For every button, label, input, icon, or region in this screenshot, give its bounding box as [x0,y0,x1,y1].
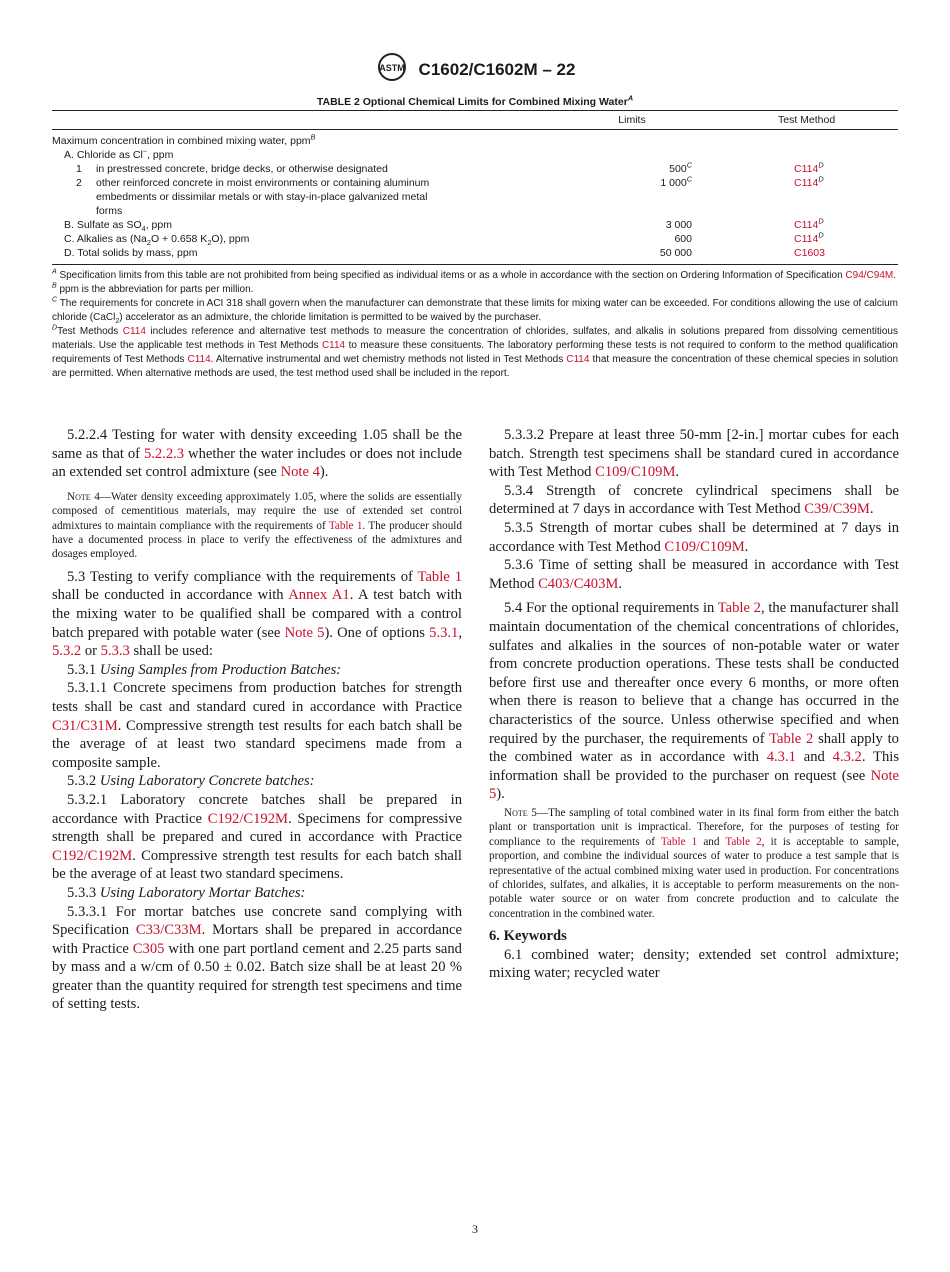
footnote-text: . Alternative instrumental and wet chemistry methods not listed in Test Methods [210,354,567,365]
table-row [52,176,898,218]
practice-link[interactable]: C31/C31M [52,717,118,734]
table-link[interactable]: Table 2 [717,600,761,617]
table-row [52,162,898,176]
footnote-mark: B [310,132,316,142]
section-link[interactable]: 4.3.2 [832,749,862,766]
row-desc: O), ppm [211,233,250,245]
footnote-mark: D [52,324,58,332]
practice-link[interactable]: C305 [132,940,165,957]
chemical-limits-table [52,110,898,381]
practice-link[interactable]: C192/C192M [207,810,288,827]
row-chloride-suffix: , ppm [147,149,174,161]
row-desc: in prestressed concrete, bridge decks, or otherwise designated [96,163,388,175]
subscript: 2 [207,238,212,248]
reference-link[interactable]: C94/C94M [845,270,894,281]
row-number: 1 [76,163,82,175]
reference-link[interactable]: C114 [321,340,346,351]
footnote-text: ppm is the abbreviation for parts per million. [56,284,254,295]
table-link[interactable]: Table 1 [417,568,462,585]
test-method-link[interactable]: C114 [794,163,819,175]
table-row [52,134,898,148]
table-row: A. Chloride as Cl−, ppm [64,146,174,161]
footnote-text: ) accelerator as an admixture, the chloride limitation is permitted to be waived by the purchaser. [119,312,542,323]
row-limit: 3 000 [665,219,692,231]
section-link[interactable]: 5.3.1 [429,624,459,641]
row-limit: 500 [669,163,687,175]
reference-link[interactable]: C114 [566,354,590,365]
table-row [52,232,898,246]
footnote-mark: D [818,174,824,184]
paragraph-5-3-3-2: 5.3.3.2 Prepare at least three 50-mm [2-in.] mortar cubes for each batch. Strength test specimens shall be standard cured in accordance with Test Method C109/C109M. [489,427,899,481]
paragraph-5-4: 5.4 For the optional requirements in Table 2, the manufacturer shall maintain documentation of the chemical concentrations of chlorides, sulfates and alkalies in the sources of non-potable water or water from concrete production operations. These tests shall be conducted before first use and thereafter once every 6 months, or more often when there is reason to believe that a change has occurred in the characteristics of the source. Unless otherwise specified and when required by the purchaser, the requirements of Table 2 shall apply to the combined water as in accordance with 4.3.1 and 4.3.2. This information shall be provided to the purchaser on request (see Note 5). [489,600,899,803]
table-footnotes [52,269,898,381]
table-title-footnote-mark: A [627,93,634,103]
row-desc: O + 0.658 K [150,233,208,245]
annex-link[interactable]: Annex A1 [288,587,350,604]
document-designation: C1602/C1602M – 22 [418,59,576,79]
reference-link[interactable]: C114 [122,326,146,337]
footnote-text: Specification limits from this table are not prohibited from being specified as individual items or as a whole in accordance with the section on Ordering Information of Specification [56,270,846,281]
paragraph-5-3-6: 5.3.6 Time of setting shall be measured in accordance with Test Method C403/C403M. [489,557,899,592]
heading-5-3-1: 5.3.1 Using Samples from Production Batches: [67,661,342,678]
footnote-mark: C [52,296,58,304]
footnote-a [52,269,898,283]
footnote-mark: D [818,160,824,170]
footnote-d [52,325,898,381]
paragraph-5-3-3-1: 5.3.3.1 For mortar batches use concrete sand complying with Specification C33/C33M. Mortars shall be prepared in accordance with Practice C305 with one part portland cement and 2.25 parts sand by mass and a w/cm of 0.50 ± 0.02. Batch size shall be at least 20 % greater than the quantity required for strength test specimens and time of setting tests. [52,903,462,1013]
table-link[interactable]: Table 2 [725,835,762,848]
footnote-text: The requirements for concrete in ACI 318 shall govern when the manufacturer can demonstrate that these limits for mixing water can be exceeded. For conditions allowing the use of calcium chloride (CaCl [52,298,898,323]
paragraph-6-1: 6.1 combined water; density; extended set control admixture; mixing water; recycled water [489,946,899,982]
col-header-test-method: Test Method [778,114,836,126]
section-link[interactable]: 5.2.2.3 [143,445,185,462]
astm-logo-icon [375,52,409,87]
keywords-heading: 6. Keywords [489,928,567,945]
row-desc: B. Sulfate as SO [64,219,142,231]
paragraph-5-3-2-1: 5.3.2.1 Laboratory concrete batches shall be prepared in accordance with Practice C192/C192M. Specimens for compressive strength shall be prepared and cured in accordance with Practice C192/C192M. Compressive strength test results for each batch shall be the average of at least two standard specimens. [52,791,462,883]
heading-5-3-3: 5.3.3 Using Laboratory Mortar Batches: [67,884,306,901]
left-column [52,426,462,1014]
table-title-text: TABLE 2 Optional Chemical Limits for Combined Mixing Water [316,96,628,108]
note-link[interactable]: Note 4 [280,464,320,481]
subscript: 2 [115,318,120,325]
table-link[interactable]: Table 2 [769,730,814,747]
row-desc-line: forms [96,205,123,217]
row-desc: D. Total solids by mass, ppm [64,247,198,259]
row-chloride-desc: A. Chloride as Cl [64,149,143,161]
footnote-text: that measure the concentration of these chemical species in solution are permitted. When alternative methods are used, the test method used shall be included in the report. [52,354,899,379]
col-header-limits: Limits [618,114,646,126]
test-method-link[interactable]: C109/C109M [595,464,676,481]
footnote-mark: D [818,216,824,226]
footnote-mark: A [52,268,57,276]
table-link[interactable]: Table 1 [328,519,363,532]
section-link[interactable]: 4.3.1 [766,749,796,766]
note-5: Note 5—The sampling of total combined water in its final form from either the batch plant or transportation unit is impractical. Therefore, for the purposes of testing for compliance to the requirements of Table 1 and Table 2, it is acceptable to sample, proportion, and combine the individual sources of water to produce a test sample that is representative of the actual combined mixing water used in production. For concentrations of chlorides, sulfates, and alkalies, it is acceptable to perform measurements on the non-potable water source or on water from concrete production and to calculate the concentration in the combined water. [489,806,900,920]
test-method-link[interactable]: C39/C39M [804,501,870,518]
page-header [0,52,950,87]
footnote-text: Test Methods [57,326,123,337]
subscript: 4 [141,224,146,234]
footnote-mark: D [818,230,824,240]
table-row [52,246,898,260]
paragraph-5-3: 5.3 Testing to verify compliance with the requirements of Table 1 shall be conducted in accordance with Annex A1. A test batch with the mixing water to be qualified shall be compared with a control batch prepared with potable water (see Note 5). One of options 5.3.1, 5.3.2 or 5.3.3 shall be used: [52,568,462,660]
note-4: Note 4—Water density exceeding approximately 1.05, where the solids are essentially composed of cementitious materials, may require the use of extended set control admixtures to maintain compliance with the requirements of Table 1. The producer should have a documented process in place to verify the effectiveness of the admixtures and dosages employed. [52,490,462,561]
practice-link[interactable]: C192/C192M [52,847,133,864]
row-desc: C. Alkalies as (Na [64,233,147,245]
astm-logo-text: ASTM [378,63,405,73]
row-desc-line: other reinforced concrete in moist environments or containing aluminum [96,177,430,189]
test-method-link[interactable]: C109/C109M [664,538,745,555]
row-limit: 50 000 [659,247,692,259]
table-header-row [52,111,898,129]
footnote-c [52,297,898,325]
row-desc-line: embedments or dissimilar metals or with stay-in-place galvanized metal [96,191,428,203]
footnote-mark: C [686,160,692,170]
row-limit: 600 [674,233,692,245]
heading-5-3-2: 5.3.2 Using Laboratory Concrete batches: [67,773,315,790]
footnote-mark: C [686,174,692,184]
section-link[interactable]: 5.3.3 [100,643,130,660]
note-link[interactable]: Note 5 [489,767,899,803]
reference-link[interactable]: C114 [187,354,211,365]
footnote-text: to measure these consituents. The laboratory performing these tests is not required to conform to the method qualification requirements of Test Methods [52,340,898,365]
test-method-link[interactable]: C114 [794,233,819,245]
page-number: 3 [472,1222,478,1236]
paragraph-5-3-1-1: 5.3.1.1 Concrete specimens from production batches for strength tests shall be cast and standard cured in accordance with Practice C31/C31M. Compressive strength test results for each batch shall be the average of at least two standard specimens made from a composite sample. [52,680,462,771]
test-method-link[interactable]: C114 [794,219,819,231]
right-column [489,426,899,983]
test-method-link[interactable]: C1603 [794,247,825,259]
footnote-b [52,283,898,297]
row-number: 2 [76,177,82,189]
paragraph-5-2-2-4: 5.2.2.4 Testing for water with density exceeding 1.05 shall be the same as that of 5.2.2.3 whether the water includes or does not include an extended set control admixture (see Note 4). [52,427,462,481]
table-link[interactable]: Table 1 [660,835,698,848]
section-link[interactable]: 5.3.2 [52,643,82,660]
paragraph-5-3-5: 5.3.5 Strength of mortar cubes shall be determined at 7 days in accordance with Test Method C109/C109M. [489,519,899,555]
specification-link[interactable]: C33/C33M [135,922,202,939]
test-method-link[interactable]: C114 [794,177,819,189]
paragraph-5-3-4: 5.3.4 Strength of concrete cylindrical specimens shall be determined at 7 days in accordance with Test Method C39/C39M. [489,482,899,518]
footnote-text: . [893,270,897,281]
row-limit: 1 000 [660,177,687,189]
row-max-desc: Maximum concentration in combined mixing water, ppm [52,135,311,147]
note-link[interactable]: Note 5 [284,624,325,641]
footnote-text: includes reference and alternative test methods to measure the concentration of chlorides, sulfates, and alkalis in solutions prepared from dissolving cementitious materials. Use the applicable test methods in Test Methods [52,326,898,351]
test-method-link[interactable]: C403/C403M [538,575,619,592]
table-title [52,93,898,108]
subscript: 2 [146,238,151,248]
row-desc-suffix: , ppm [145,219,172,231]
footnote-mark: B [52,282,57,290]
table-row [52,218,898,232]
